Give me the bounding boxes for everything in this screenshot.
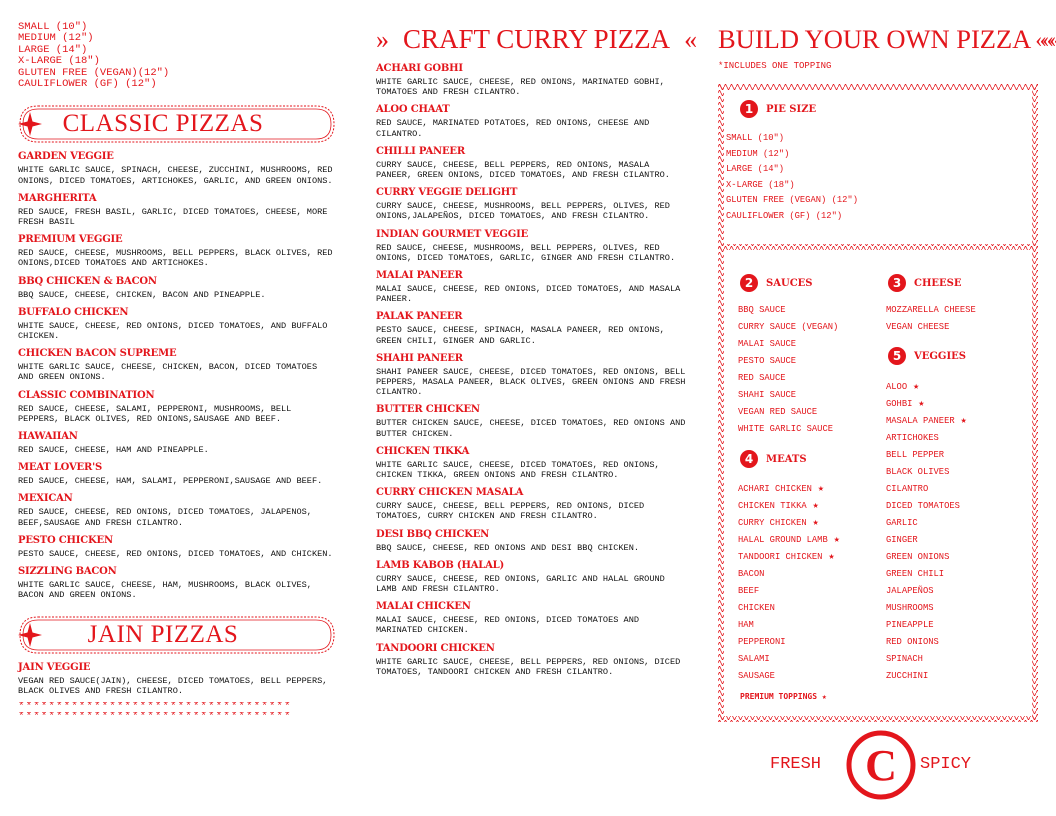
menu-item-description: BUTTER CHICKEN SAUCE, CHEESE, DICED TOMATOES, RED ONIONS AND BUTTER CHICKEN. [376,418,686,439]
option-item [886,464,967,481]
option-item [886,481,967,498]
pie-size-title: PIE SIZE [766,103,817,115]
classic-banner [18,104,336,144]
menu-item-description: WHITE GARLIC SAUCE, CHEESE, RED ONIONS, MARINATED GOBHI, TOMATOES AND FRESH CILANTRO. [376,77,665,98]
option-label: HAM [738,620,754,630]
menu-item-name: PALAK PANEER [376,311,463,323]
option-label: GREEN CHILI [886,569,945,579]
sauces-title: SAUCES [766,277,813,289]
menu-item-name: BUFFALO CHICKEN [18,306,129,318]
menu-item [18,348,336,382]
option-label: CHICKEN TIKKA [738,501,807,511]
menu-item-description: WHITE GARLIC SAUCE, CHEESE, DICED TOMATOES, RED ONIONS, CHICKEN TIKKA, GREEN ONIONS AND FRESH CILANTRO. [376,459,660,481]
premium-note [740,692,827,701]
byo-note: *INCLUDES ONE TOPPING [718,61,832,71]
meats-list [738,481,840,685]
option-item [738,651,840,668]
menu-item-description: BBQ SAUCE, CHEESE, RED ONIONS AND DESI BBQ CHICKEN. [376,542,640,553]
veggies-list [886,379,967,685]
size-item: SMALL (10") [18,21,88,33]
menu-item [18,307,336,341]
menu-item-description: PESTO SAUCE, CHEESE, RED ONIONS, DICED TOMATOES, AND CHICKEN. [18,548,333,559]
menu-item-description: BBQ SAUCE, CHEESE, CHICKEN, BACON AND PINEAPPLE. [18,289,266,300]
option-label: TANDOORI CHICKEN [738,552,823,562]
jain-banner [18,615,336,655]
footer-logo [770,728,1010,802]
option-label: SPINACH [886,654,923,664]
option-item [886,600,967,617]
classic-column [18,0,336,722]
option-item: MALAI SAUCE [738,339,797,349]
menu-item-name: CHICKEN TIKKA [376,445,470,457]
menu-item-name: HAWAIIAN [18,431,78,443]
logo-letter: C [865,741,897,790]
menu-item [376,104,688,138]
menu-item [18,276,336,300]
footer-left-text: FRESH [770,755,822,774]
curry-title: CRAFT CURRY PIZZA [403,24,671,54]
menu-item-description: RED SAUCE, CHEESE, MUSHROOMS, BELL PEPPERS, OLIVES, RED ONIONS, DICED TOMATOES, GARLIC, GINGER AND FRESH CILANTRO. [376,242,676,263]
size-item: LARGE (14") [18,43,88,56]
option-item: MOZZARELLA CHEESE [886,305,976,315]
option-item [886,566,967,583]
size-item: MEDIUM (12") [18,32,94,45]
menu-item-name: CURRY VEGGIE DELIGHT [376,187,518,199]
cheese-header [888,274,962,292]
menu-item [18,390,336,424]
option-item [886,413,967,430]
menu-item [376,601,688,635]
menu-item-name: CURRY CHICKEN MASALA [376,487,524,499]
option-label: RED ONIONS [886,637,939,647]
option-label: CURRY CHICKEN [738,518,807,528]
menu-item [18,431,336,455]
menu-item-description: WHITE GARLIC SAUCE, CHEESE, CHICKEN, BACON, DICED TOMATOES AND GREEN ONIONS. [18,362,318,383]
option-item [738,617,840,634]
option-label: BEEF [738,586,760,596]
menu-item [376,446,688,480]
veggies-header [888,347,966,365]
jain-title: JAIN PIZZAS [87,620,239,648]
menu-item [18,662,336,696]
star-icon: ★ [912,399,925,410]
meats-header [740,450,807,468]
menu-item-description: CURRY SAUCE, CHEESE, BELL PEPPERS, RED ONIONS, DICED TOMATOES, CURRY CHICKEN AND FRESH CILANTRO. [376,501,645,522]
star-icon: ★ [806,501,819,512]
menu-item-name: MALAI CHICKEN [376,601,471,613]
menu-item [376,353,688,398]
option-label: BLACK OLIVES [886,467,950,477]
option-item [886,668,967,685]
menu-item-description: SHAHI PANEER SAUCE, CHEESE, DICED TOMATOES, RED ONIONS, BELL PEPPERS, MASALA PANEER, BLACK OLIVES, GREEN ONIONS AND FRESH CILANTRO. [376,366,686,398]
menu-item-description: WHITE GARLIC SAUCE, SPINACH, CHEESE, ZUCCHINI, MUSHROOMS, RED ONIONS, DICED TOMATOES, ARTICHOKES, GARLIC, AND GREEN ONIONS. [18,165,333,186]
star-icon: ★ [806,518,819,529]
option-item [738,668,840,685]
size-item: GLUTEN FREE (VEGAN)(12") [18,66,170,79]
menu-item [18,493,336,527]
menu-item-name: ALOO CHAAT [376,104,450,116]
menu-item [376,404,688,438]
star-divider [18,702,336,722]
menu-item-name: SIZZLING BACON [18,566,117,578]
menu-item [376,229,688,263]
option-label: ARTICHOKES [886,433,939,443]
menu-item-description: WHITE GARLIC SAUCE, CHEESE, BELL PEPPERS, RED ONIONS, DICED TOMATOES, TANDOORI CHICKEN AND FRESH CILANTRO. [376,656,681,677]
menu-item-name: ACHARI GOBHI [376,63,463,74]
step-number: 2 [740,274,758,292]
menu-item-name: INDIAN GOURMET VEGGIE [376,228,529,240]
menu-item-description: WHITE SAUCE, CHEESE, RED ONIONS, DICED TOMATOES, AND BUFFALO CHICKEN. [18,320,328,342]
star-icon: ★ [822,552,835,563]
curry-header [376,24,698,55]
double-chevron-right-icon: » [376,24,389,54]
option-item [886,447,967,464]
option-label: GINGER [886,535,918,545]
option-item: X-LARGE (18") [726,179,795,190]
star-icon: ★ [821,692,827,701]
option-item [886,430,967,447]
menu-item-name: PREMIUM VEGGIE [18,234,123,246]
curry-column [376,0,698,677]
menu-item [376,311,688,345]
classic-title: CLASSIC PIZZAS [62,110,264,138]
menu-item-description: CURRY SAUCE, CHEESE, RED ONIONS, GARLIC AND HALAL GROUND LAMB AND FRESH CILANTRO. [376,573,665,595]
option-item: CURRY SAUCE (VEGAN) [738,322,839,332]
sauces-list [738,302,838,438]
option-label: PEPPERONI [738,637,786,647]
star-icon: ★ [811,484,824,495]
menu-item-description: MALAI SAUCE, CHEESE, RED ONIONS, DICED TOMATOES, AND MASALA PANEER. [376,284,681,305]
menu-item-description: RED SAUCE, CHEESE, MUSHROOMS, BELL PEPPERS, BLACK OLIVES, RED ONIONS,DICED TOMATOES AND ARTICHOKES. [18,248,333,269]
sparkle-star-icon [18,623,42,647]
option-label: JALAPEÑOS [886,586,934,596]
menu-item-name: MEXICAN [18,493,73,505]
option-item [738,566,840,583]
menu-item-name: GARDEN VEGGIE [18,151,114,163]
option-label: BACON [738,569,765,579]
cheese-title: CHEESE [914,277,962,289]
menu-item-name: MEAT LOVER'S [18,462,102,474]
footer-right-text: SPICY [920,755,972,774]
step-number: 4 [740,450,758,468]
option-item [886,498,967,515]
size-list [18,22,336,90]
menu-item-description: CURRY SAUCE, CHEESE, BELL PEPPERS, RED ONIONS, MASALA PANEER, GREEN ONIONS, DICED TOMATOES, AND FRESH CILANTRO. [376,159,670,181]
option-label: MUSHROOMS [886,603,934,613]
cheese-list [886,302,976,336]
option-label: SAUSAGE [738,671,775,681]
option-item: WHITE GARLIC SAUCE [738,424,834,434]
menu-item [376,146,688,180]
menu-item [376,63,688,97]
pie-size-section [740,100,816,118]
menu-item [376,187,688,221]
option-item [738,549,840,566]
option-label: DICED TOMATOES [886,501,960,511]
option-label: CHICKEN [738,603,775,613]
option-label: ACHARI CHICKEN [738,484,812,494]
option-item [738,498,840,515]
option-item: RED SAUCE [738,373,786,383]
menu-item [18,234,336,268]
sauces-section [740,274,813,292]
option-item [738,532,840,549]
menu-item-name: SHAHI PANEER [376,352,463,364]
option-item [886,634,967,651]
option-item [886,396,967,413]
menu-item-description: RED SAUCE, CHEESE, SALAMI, PEPPERONI, MUSHROOMS, BELL PEPPERS, BLACK OLIVES, RED ONIONS,SAUSAGE AND BEEF. [18,403,292,424]
byo-box [718,84,1038,722]
option-item: CAULIFLOWER (GF) (12") [726,210,843,221]
veggies-title: VEGGIES [914,350,966,362]
star-icon: ★ [954,416,967,427]
menu-item [376,270,688,304]
menu-item-name: JAIN VEGGIE [18,661,91,673]
menu-item-name: MALAI PANEER [376,270,463,282]
byo-column [718,0,1056,71]
option-label: CILANTRO [886,484,929,494]
option-label: GREEN ONIONS [886,552,950,562]
option-label: ZUCCHINI [886,671,929,681]
star-icon: ★ [827,535,840,546]
star-row: ************************************ [18,701,292,712]
option-label: GOHBI [886,399,913,409]
menu-item-name: MARGHERITA [18,192,97,204]
option-label: ALOO [886,382,908,392]
option-item: SMALL (10") [726,133,785,143]
option-item [886,515,967,532]
option-item [738,600,840,617]
menu-item-name: TANDOORI CHICKEN [376,642,495,654]
menu-item [376,487,688,521]
menu-item-name: LAMB KABOB (HALAL) [376,559,505,571]
menu-item-description: WHITE GARLIC SAUCE, CHEESE, HAM, MUSHROOMS, BLACK OLIVES, BACON AND GREEN ONIONS. [18,580,312,601]
option-item [886,379,967,396]
option-item [886,549,967,566]
option-item: SHAHI SAUCE [738,390,797,400]
cheese-section [888,274,962,292]
option-item [738,634,840,651]
option-item [886,532,967,549]
menu-item-description: CURRY SAUCE, CHEESE, MUSHROOMS, BELL PEPPERS, OLIVES, RED ONIONS,JALAPEÑOS, DICED TOMATOES, AND FRESH CILANTRO. [376,201,670,222]
option-label: BELL PEPPER [886,450,945,460]
option-item: PESTO SAUCE [738,356,797,366]
option-item: MEDIUM (12") [726,148,790,159]
menu-item [376,529,688,553]
menu-item-name: BBQ CHICKEN & BACON [18,275,157,287]
sparkle-star-icon [18,112,42,136]
step-number: 1 [740,100,758,118]
menu-item [18,151,336,185]
option-item [738,515,840,532]
size-item: X-LARGE (18") [18,55,100,68]
star-row: ************************************ [18,711,292,722]
option-item [886,651,967,668]
option-item: GLUTEN FREE (VEGAN) (12") [726,195,858,205]
menu-item-name: DESI BBQ CHICKEN [376,528,490,540]
curry-list [376,63,688,677]
option-item: BBQ SAUCE [738,305,786,315]
option-item [886,583,967,600]
menu-item [376,643,688,677]
step-number: 5 [888,347,906,365]
menu-item [18,566,336,600]
option-item [738,583,840,600]
menu-item-description: RED SAUCE, CHEESE, HAM AND PINEAPPLE. [18,445,209,456]
menu-item-description: VEGAN RED SAUCE(JAIN), CHEESE, DICED TOMATOES, BELL PEPPERS, BLACK OLIVES AND FRESH CILANTRO. [18,675,328,696]
menu-item-name: CHICKEN BACON SUPREME [18,348,177,360]
menu-item-description: MALAI SAUCE, CHEESE, RED ONIONS, DICED TOMATOES AND MARINATED CHICKEN. [376,615,640,636]
menu-item-description: RED SAUCE, CHEESE, HAM, SALAMI, PEPPERONI,SAUSAGE AND BEEF. [18,476,323,487]
menu-item-name: BUTTER CHICKEN [376,404,480,416]
menu-item-description: RED SAUCE, FRESH BASIL, GARLIC, DICED TOMATOES, CHEESE, MORE FRESH BASIL [18,206,328,228]
size-item: CAULIFLOWER (GF) (12") [18,78,157,91]
menu-item-name: CHILLI PANEER [376,145,465,157]
triple-chevron-left-icon: ««« [1035,26,1056,52]
option-item: VEGAN CHEESE [886,322,950,332]
meats-section [740,450,807,468]
option-label: PINEAPPLE [886,620,934,630]
sauces-header [740,274,813,292]
option-label: MASALA PANEER [886,416,955,426]
byo-title: BUILD YOUR OWN PIZZA [718,24,1032,54]
step-number: 3 [888,274,906,292]
menu-item-description: RED SAUCE, CHEESE, RED ONIONS, DICED TOMATOES, JALAPENOS, BEEF,SAUSAGE AND FRESH CILANTRO. [18,507,312,528]
option-item: LARGE (14") [726,164,785,174]
veggies-section [888,347,966,365]
option-label: HALAL GROUND LAMB [738,535,828,545]
option-label: GARLIC [886,518,918,528]
option-item [738,481,840,498]
menu-item-name: PESTO CHICKEN [18,534,113,546]
double-chevron-left-icon: « [684,24,698,54]
star-icon: ★ [907,382,920,393]
option-label: SALAMI [738,654,770,664]
menu-item-description: PESTO SAUCE, CHEESE, SPINACH, MASALA PANEER, RED ONIONS, GREEN CHILI, GINGER AND GARLIC. [376,325,665,346]
menu-item [18,193,336,227]
byo-header [718,24,1056,55]
menu-item-name: CLASSIC COMBINATION [18,389,155,401]
brand-logo [846,730,916,800]
menu-item [376,560,688,594]
pie-size-list [726,131,858,224]
premium-note-label: PREMIUM TOPPINGS [740,692,818,701]
classic-list [18,151,336,600]
pie-size-header [740,100,816,118]
option-item: VEGAN RED SAUCE [738,407,818,417]
menu-item-description: RED SAUCE, MARINATED POTATOES, RED ONIONS, CHEESE AND CILANTRO. [376,118,650,139]
meats-title: MEATS [766,453,807,465]
menu-item [18,462,336,486]
menu-item [18,535,336,559]
jain-list [18,662,336,696]
option-item [886,617,967,634]
